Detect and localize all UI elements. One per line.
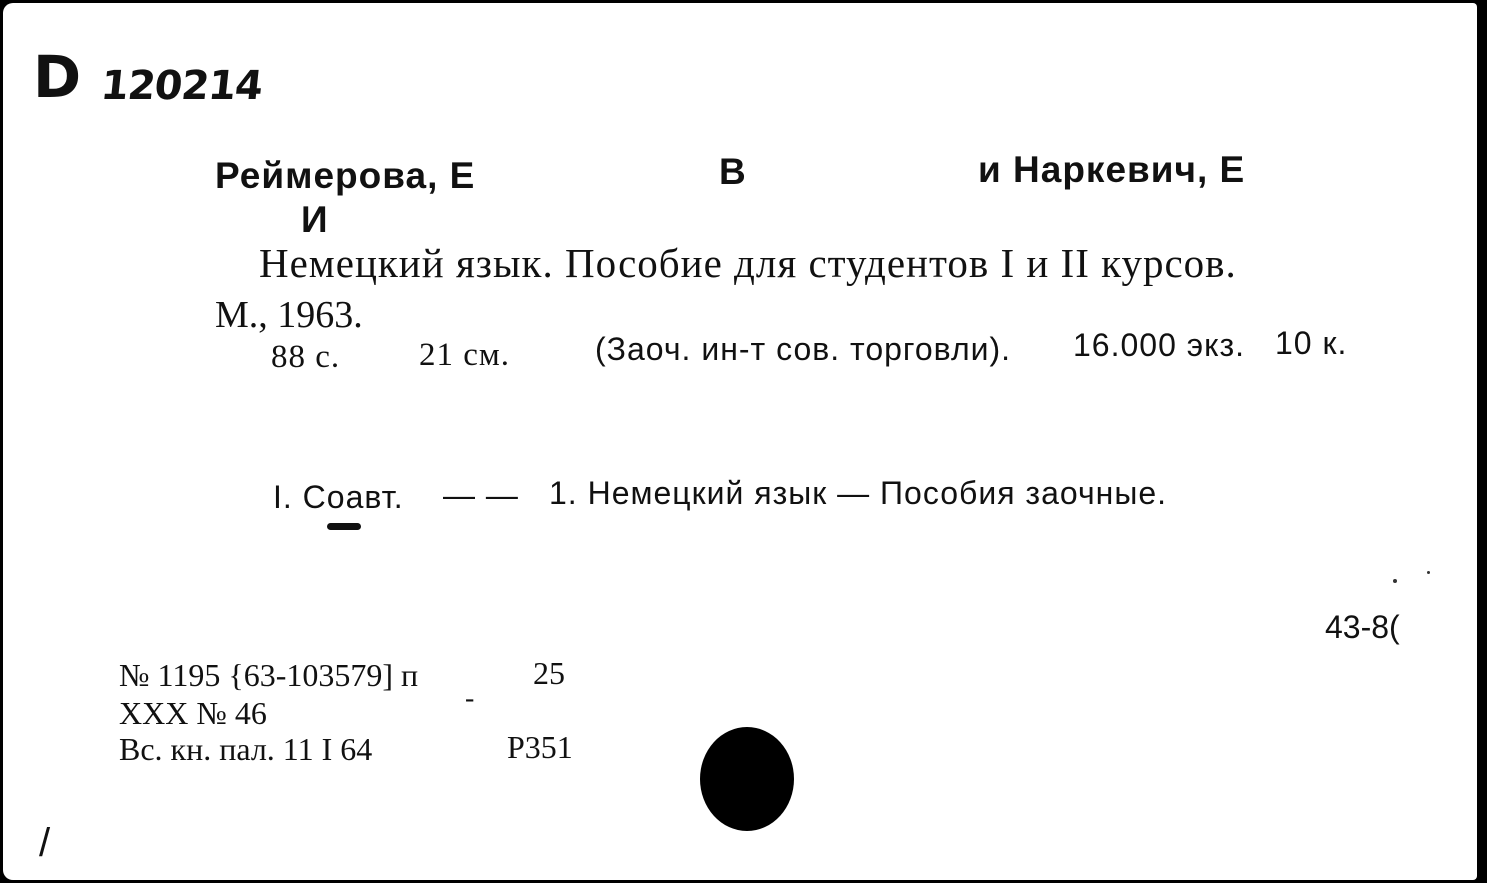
register-number: XXX № 46: [119, 695, 267, 731]
author-surname: Реймерова, Е: [215, 155, 476, 196]
underline-mark: [327, 523, 361, 530]
corner-mark: /: [39, 821, 51, 865]
series-statement: (Заоч. ин-т сов. торговли).: [595, 331, 1012, 367]
shelf-mark-letter: D: [33, 43, 83, 111]
register-mark: -: [465, 683, 475, 714]
copies-count: 16.000 экз.: [1073, 327, 1246, 363]
tracing-dashes: — —: [443, 477, 519, 513]
coauthor-initial: И: [301, 199, 329, 240]
price: 10 к.: [1275, 325, 1348, 361]
card-edge-shadow: [1477, 0, 1487, 883]
catalog-card: [3, 3, 1477, 880]
chamber-code: Р351: [507, 729, 573, 765]
smudge-dot: [1427, 571, 1430, 574]
collation-size: 21 см.: [419, 337, 511, 373]
title-line: Немецкий язык. Пособие для студентов I и II курсов.: [259, 240, 1237, 286]
coauthor-name: и Наркевич, Е: [978, 149, 1246, 190]
tracing-added-entry: I. Соавт.: [273, 479, 404, 515]
tracing-subject: 1. Немецкий язык — Пособия заочные.: [549, 475, 1167, 511]
smudge-dot: [1393, 579, 1397, 583]
classification-code: 43-8(: [1325, 609, 1400, 645]
author-middle-initial: В: [719, 151, 747, 192]
control-number: № 1195 {63-103579] п: [119, 657, 419, 693]
collation-pages: 88 с.: [271, 339, 341, 375]
imprint-line: М., 1963.: [215, 294, 363, 336]
control-count: 25: [533, 655, 565, 691]
shelf-mark-number: 120214: [98, 63, 265, 109]
chamber-date: Вс. кн. пал. 11 I 64: [119, 731, 373, 767]
punch-hole: [700, 727, 794, 831]
